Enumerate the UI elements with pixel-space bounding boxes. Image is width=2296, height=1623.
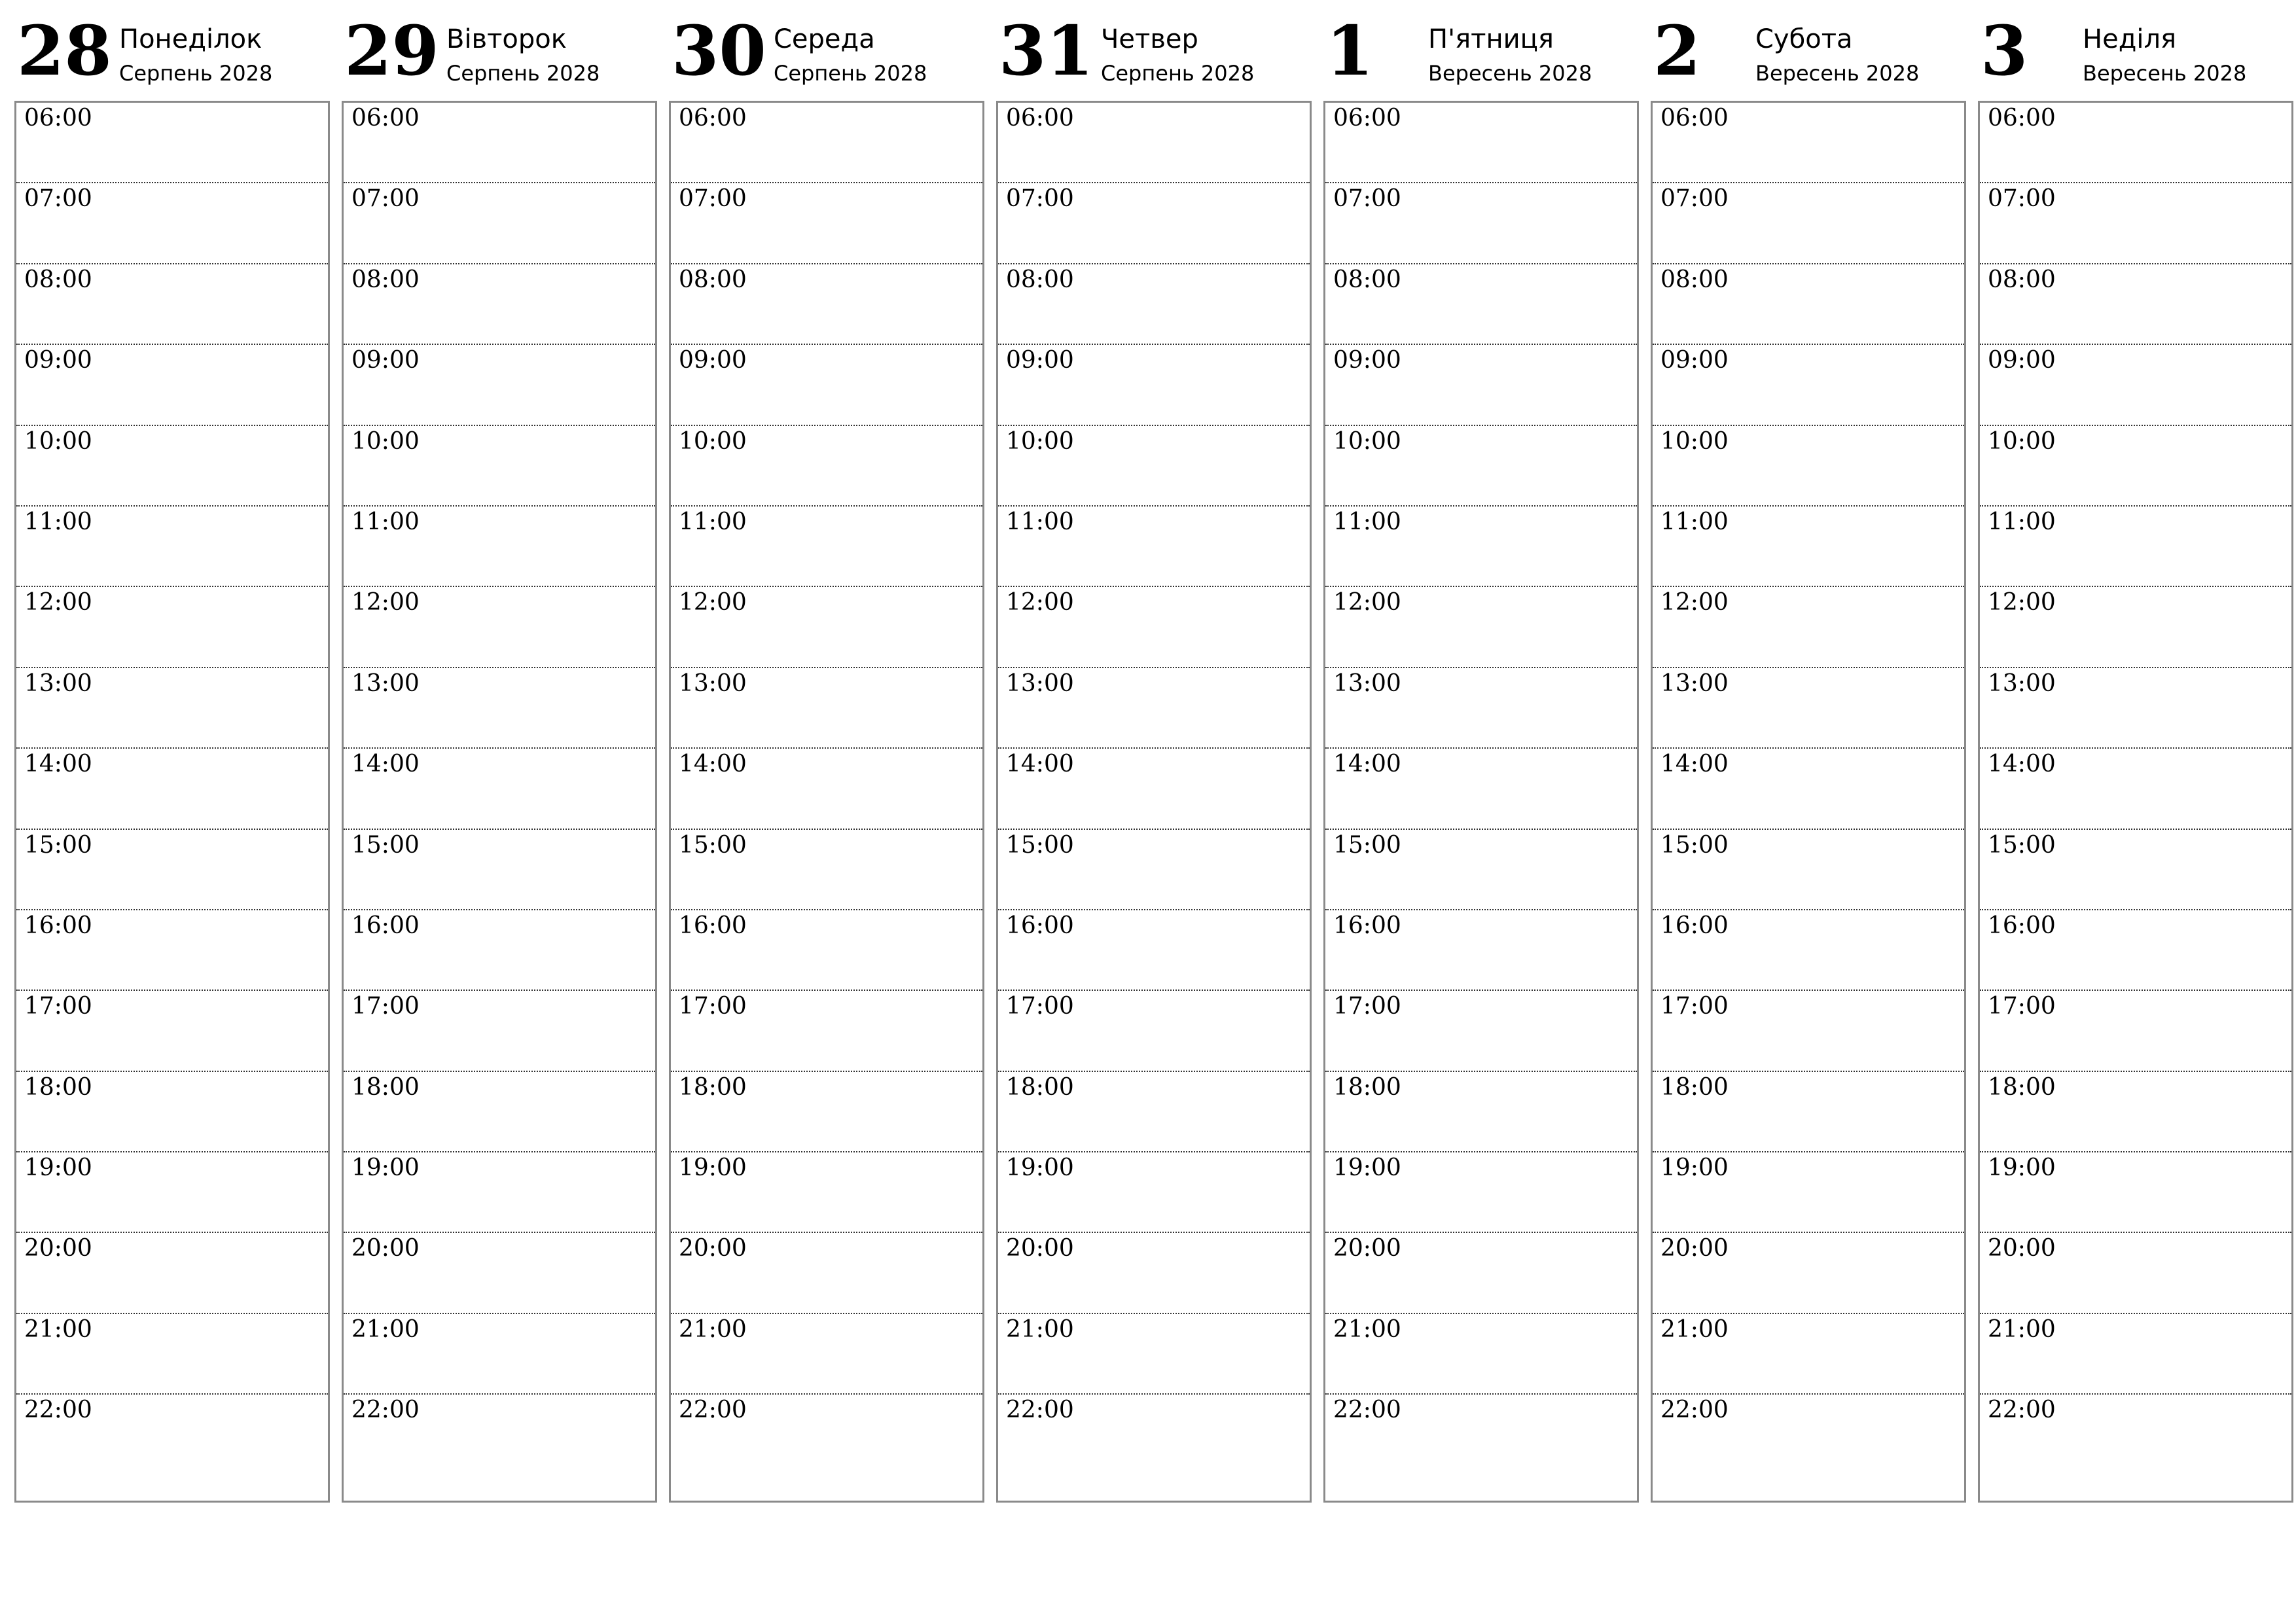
- hour-slot[interactable]: [998, 587, 1310, 668]
- hour-label: 14:00: [1660, 751, 1729, 778]
- hour-slot[interactable]: [344, 183, 655, 264]
- hour-slot[interactable]: [16, 183, 328, 264]
- day-number: 1: [1326, 10, 1374, 91]
- hour-label: 21:00: [1988, 1315, 2056, 1343]
- hour-label: 07:00: [1006, 185, 1074, 213]
- hour-slot[interactable]: [671, 264, 982, 345]
- hour-slot[interactable]: [1325, 668, 1637, 749]
- hour-label: 21:00: [1333, 1315, 1401, 1343]
- hour-slot[interactable]: [16, 668, 328, 749]
- hour-label: 11:00: [1660, 508, 1729, 535]
- hour-label: 08:00: [1006, 266, 1074, 293]
- hour-slot[interactable]: [1980, 910, 2291, 991]
- hour-slot[interactable]: [671, 1233, 982, 1313]
- hour-label: 14:00: [351, 751, 420, 778]
- hour-label: 06:00: [1988, 105, 2056, 132]
- hour-label: 21:00: [1006, 1315, 1074, 1343]
- weekday-name: Понеділок: [119, 24, 262, 54]
- day-header: [996, 0, 1310, 101]
- hour-label: 17:00: [351, 993, 420, 1020]
- day-schedule-box: [14, 101, 330, 1503]
- hour-label: 10:00: [1660, 427, 1729, 455]
- hour-slot[interactable]: [998, 1395, 1310, 1475]
- hour-label: 15:00: [1988, 831, 2056, 859]
- hour-label: 16:00: [1660, 912, 1729, 939]
- hour-label: 10:00: [1333, 427, 1401, 455]
- hour-slot[interactable]: [1980, 426, 2291, 507]
- hour-label: 09:00: [1660, 347, 1729, 374]
- hour-label: 06:00: [1333, 105, 1401, 132]
- hour-label: 22:00: [1660, 1397, 1729, 1424]
- hour-label: 15:00: [1333, 831, 1401, 859]
- hour-slot[interactable]: [1980, 587, 2291, 668]
- hour-label: 08:00: [1988, 266, 2056, 293]
- hour-slot[interactable]: [344, 345, 655, 425]
- month-year: Вересень 2028: [2083, 61, 2247, 86]
- hour-label: 16:00: [24, 912, 92, 939]
- day-column: [14, 0, 329, 1505]
- hour-slot[interactable]: [671, 507, 982, 587]
- hour-slot[interactable]: [671, 910, 982, 991]
- hour-label: 18:00: [1660, 1073, 1729, 1101]
- hour-label: 12:00: [679, 589, 747, 616]
- hour-slot[interactable]: [998, 507, 1310, 587]
- hour-label: 16:00: [1333, 912, 1401, 939]
- hour-slot[interactable]: [1980, 1152, 2291, 1233]
- hour-label: 19:00: [1006, 1154, 1074, 1182]
- day-number: 2: [1653, 10, 1701, 91]
- hour-label: 22:00: [351, 1397, 420, 1424]
- hour-label: 18:00: [1333, 1073, 1401, 1101]
- hour-slot[interactable]: [1653, 749, 1964, 829]
- hour-label: 09:00: [1988, 347, 2056, 374]
- hour-slot[interactable]: [1653, 1152, 1964, 1233]
- hour-slot[interactable]: [16, 345, 328, 425]
- hour-label: 13:00: [679, 669, 747, 697]
- hour-label: 07:00: [1988, 185, 2056, 213]
- weekday-name: П'ятниця: [1428, 24, 1554, 54]
- hour-slot[interactable]: [671, 1072, 982, 1152]
- hour-label: 08:00: [1660, 266, 1729, 293]
- hour-slot[interactable]: [671, 345, 982, 425]
- hour-slot[interactable]: [1325, 103, 1637, 183]
- hour-slot[interactable]: [1325, 1152, 1637, 1233]
- hour-label: 17:00: [1333, 993, 1401, 1020]
- hour-slot[interactable]: [1980, 991, 2291, 1071]
- hour-label: 17:00: [1006, 993, 1074, 1020]
- weekday-name: Неділя: [2083, 24, 2177, 54]
- hour-label: 09:00: [1006, 347, 1074, 374]
- hour-label: 22:00: [24, 1397, 92, 1424]
- hour-slot[interactable]: [671, 426, 982, 507]
- day-column: [996, 0, 1310, 1505]
- hour-slot[interactable]: [344, 1072, 655, 1152]
- day-header: [669, 0, 983, 101]
- hour-slot[interactable]: [1653, 507, 1964, 587]
- hour-label: 09:00: [351, 347, 420, 374]
- hour-label: 20:00: [1660, 1235, 1729, 1262]
- hour-slot[interactable]: [16, 1152, 328, 1233]
- hour-slot[interactable]: [1653, 830, 1964, 910]
- hour-slot[interactable]: [1980, 345, 2291, 425]
- hour-slot[interactable]: [671, 830, 982, 910]
- hour-label: 17:00: [679, 993, 747, 1020]
- hour-label: 19:00: [1333, 1154, 1401, 1182]
- day-number: 3: [1981, 10, 2028, 91]
- hour-slot[interactable]: [1325, 1233, 1637, 1313]
- hour-label: 07:00: [24, 185, 92, 213]
- hour-slot[interactable]: [998, 910, 1310, 991]
- hour-slot[interactable]: [1325, 1072, 1637, 1152]
- hour-slot[interactable]: [344, 103, 655, 183]
- hour-slot[interactable]: [344, 910, 655, 991]
- hour-slot[interactable]: [16, 830, 328, 910]
- hour-slot[interactable]: [1653, 264, 1964, 345]
- hour-label: 22:00: [1988, 1397, 2056, 1424]
- hour-label: 08:00: [351, 266, 420, 293]
- hour-label: 12:00: [1333, 589, 1401, 616]
- hour-slot[interactable]: [1325, 910, 1637, 991]
- hour-slot[interactable]: [1325, 991, 1637, 1071]
- day-column: [1651, 0, 1965, 1505]
- day-header: [342, 0, 656, 101]
- day-header: [14, 0, 329, 101]
- hour-slot[interactable]: [998, 103, 1310, 183]
- hour-slot[interactable]: [1980, 1314, 2291, 1395]
- hour-label: 12:00: [1988, 589, 2056, 616]
- hour-slot[interactable]: [1980, 830, 2291, 910]
- hour-label: 09:00: [679, 347, 747, 374]
- hour-label: 17:00: [1660, 993, 1729, 1020]
- hour-slot[interactable]: [16, 749, 328, 829]
- weekday-name: Вівторок: [446, 24, 567, 54]
- hour-label: 22:00: [1006, 1397, 1074, 1424]
- hour-slot[interactable]: [16, 1072, 328, 1152]
- day-column: [1323, 0, 1638, 1505]
- hour-slot[interactable]: [16, 991, 328, 1071]
- hour-slot[interactable]: [671, 1152, 982, 1233]
- hour-label: 14:00: [1006, 751, 1074, 778]
- day-header: [1651, 0, 1965, 101]
- hour-slot[interactable]: [998, 345, 1310, 425]
- hour-label: 19:00: [1660, 1154, 1729, 1182]
- hour-slot[interactable]: [1325, 1395, 1637, 1475]
- hour-label: 15:00: [1660, 831, 1729, 859]
- hour-slot[interactable]: [344, 426, 655, 507]
- hour-label: 17:00: [1988, 993, 2056, 1020]
- hour-slot[interactable]: [671, 587, 982, 668]
- hour-slot[interactable]: [1653, 1072, 1964, 1152]
- hour-label: 12:00: [1660, 589, 1729, 616]
- day-column: [1978, 0, 2292, 1505]
- hour-label: 16:00: [1988, 912, 2056, 939]
- hour-label: 13:00: [1333, 669, 1401, 697]
- hour-label: 16:00: [679, 912, 747, 939]
- hour-label: 10:00: [351, 427, 420, 455]
- hour-label: 19:00: [351, 1154, 420, 1182]
- day-column: [342, 0, 656, 1505]
- hour-slot[interactable]: [998, 668, 1310, 749]
- hour-slot[interactable]: [16, 910, 328, 991]
- hour-label: 06:00: [1006, 105, 1074, 132]
- month-year: Серпень 2028: [119, 61, 273, 86]
- hour-label: 06:00: [1660, 105, 1729, 132]
- hour-slot[interactable]: [1653, 910, 1964, 991]
- hour-label: 13:00: [1660, 669, 1729, 697]
- hour-label: 20:00: [24, 1235, 92, 1262]
- hour-label: 20:00: [679, 1235, 747, 1262]
- hour-label: 12:00: [24, 589, 92, 616]
- hour-label: 14:00: [1988, 751, 2056, 778]
- hour-slot[interactable]: [671, 183, 982, 264]
- hour-label: 13:00: [24, 669, 92, 697]
- hour-label: 20:00: [1333, 1235, 1401, 1262]
- hour-label: 15:00: [351, 831, 420, 859]
- hour-slot[interactable]: [671, 749, 982, 829]
- hour-slot[interactable]: [1325, 183, 1637, 264]
- month-year: Серпень 2028: [446, 61, 600, 86]
- hour-label: 10:00: [24, 427, 92, 455]
- hour-slot[interactable]: [1980, 264, 2291, 345]
- hour-label: 15:00: [679, 831, 747, 859]
- hour-label: 07:00: [1660, 185, 1729, 213]
- hour-slot[interactable]: [998, 1314, 1310, 1395]
- hour-label: 16:00: [1006, 912, 1074, 939]
- hour-label: 06:00: [351, 105, 420, 132]
- hour-slot[interactable]: [16, 426, 328, 507]
- hour-slot[interactable]: [16, 1395, 328, 1475]
- hour-label: 14:00: [679, 751, 747, 778]
- day-schedule-box: [1651, 101, 1966, 1503]
- hour-label: 10:00: [679, 427, 747, 455]
- hour-label: 19:00: [24, 1154, 92, 1182]
- month-year: Серпень 2028: [774, 61, 927, 86]
- hour-slot[interactable]: [998, 264, 1310, 345]
- day-column: [669, 0, 983, 1505]
- hour-label: 17:00: [24, 993, 92, 1020]
- hour-label: 21:00: [24, 1315, 92, 1343]
- hour-slot[interactable]: [1653, 183, 1964, 264]
- hour-slot[interactable]: [1653, 587, 1964, 668]
- hour-slot[interactable]: [998, 183, 1310, 264]
- hour-slot[interactable]: [16, 1233, 328, 1313]
- hour-label: 11:00: [1988, 508, 2056, 535]
- hour-label: 09:00: [1333, 347, 1401, 374]
- hour-label: 18:00: [1988, 1073, 2056, 1101]
- hour-slot[interactable]: [344, 507, 655, 587]
- hour-label: 16:00: [351, 912, 420, 939]
- hour-label: 20:00: [1988, 1235, 2056, 1262]
- weekday-name: Четвер: [1101, 24, 1198, 54]
- hour-slot[interactable]: [998, 830, 1310, 910]
- hour-slot[interactable]: [16, 264, 328, 345]
- hour-slot[interactable]: [344, 264, 655, 345]
- hour-slot[interactable]: [1980, 103, 2291, 183]
- hour-slot[interactable]: [671, 668, 982, 749]
- day-schedule-box: [1978, 101, 2293, 1503]
- hour-label: 19:00: [679, 1154, 747, 1182]
- hour-label: 11:00: [351, 508, 420, 535]
- hour-slot[interactable]: [1653, 668, 1964, 749]
- hour-slot[interactable]: [344, 1314, 655, 1395]
- hour-label: 14:00: [1333, 751, 1401, 778]
- hour-slot[interactable]: [998, 1152, 1310, 1233]
- hour-label: 13:00: [351, 669, 420, 697]
- hour-slot[interactable]: [344, 587, 655, 668]
- hour-label: 12:00: [1006, 589, 1074, 616]
- day-schedule-box: [1323, 101, 1639, 1503]
- hour-slot[interactable]: [16, 1314, 328, 1395]
- hour-label: 21:00: [679, 1315, 747, 1343]
- hour-label: 20:00: [351, 1235, 420, 1262]
- month-year: Вересень 2028: [1428, 61, 1592, 86]
- hour-label: 21:00: [351, 1315, 420, 1343]
- day-number: 28: [17, 10, 112, 91]
- hour-slot[interactable]: [1653, 1314, 1964, 1395]
- hour-slot[interactable]: [1653, 345, 1964, 425]
- hour-label: 15:00: [1006, 831, 1074, 859]
- hour-slot[interactable]: [344, 1152, 655, 1233]
- hour-slot[interactable]: [1980, 1395, 2291, 1475]
- hour-slot[interactable]: [344, 1233, 655, 1313]
- hour-slot[interactable]: [671, 103, 982, 183]
- day-number: 31: [999, 10, 1094, 91]
- hour-label: 18:00: [679, 1073, 747, 1101]
- month-year: Серпень 2028: [1101, 61, 1255, 86]
- weekday-name: Субота: [1755, 24, 1853, 54]
- hour-label: 10:00: [1006, 427, 1074, 455]
- day-number: 30: [672, 10, 766, 91]
- hour-slot[interactable]: [1980, 183, 2291, 264]
- day-header: [1978, 0, 2292, 101]
- weekday-name: Середа: [774, 24, 875, 54]
- hour-label: 09:00: [24, 347, 92, 374]
- hour-label: 07:00: [1333, 185, 1401, 213]
- hour-label: 13:00: [1006, 669, 1074, 697]
- hour-label: 11:00: [1333, 508, 1401, 535]
- hour-label: 07:00: [351, 185, 420, 213]
- hour-slot[interactable]: [1980, 749, 2291, 829]
- hour-slot[interactable]: [1325, 587, 1637, 668]
- hour-slot[interactable]: [998, 1233, 1310, 1313]
- hour-slot[interactable]: [1325, 426, 1637, 507]
- hour-slot[interactable]: [344, 830, 655, 910]
- hour-slot[interactable]: [1653, 1233, 1964, 1313]
- day-schedule-box: [342, 101, 657, 1503]
- hour-label: 11:00: [679, 508, 747, 535]
- hour-label: 22:00: [679, 1397, 747, 1424]
- hour-slot[interactable]: [1980, 1233, 2291, 1313]
- hour-slot[interactable]: [1980, 668, 2291, 749]
- hour-slot[interactable]: [16, 103, 328, 183]
- hour-slot[interactable]: [1653, 426, 1964, 507]
- hour-label: 06:00: [679, 105, 747, 132]
- hour-label: 08:00: [679, 266, 747, 293]
- hour-slot[interactable]: [1325, 749, 1637, 829]
- hour-label: 07:00: [679, 185, 747, 213]
- weekly-planner: [14, 0, 2291, 1505]
- hour-slot[interactable]: [16, 587, 328, 668]
- hour-slot[interactable]: [998, 1072, 1310, 1152]
- day-number: 29: [344, 10, 439, 91]
- hour-label: 18:00: [351, 1073, 420, 1101]
- hour-label: 20:00: [1006, 1235, 1074, 1262]
- hour-slot[interactable]: [998, 749, 1310, 829]
- hour-slot[interactable]: [1325, 1314, 1637, 1395]
- day-header: [1323, 0, 1638, 101]
- hour-label: 06:00: [24, 105, 92, 132]
- hour-slot[interactable]: [1325, 507, 1637, 587]
- hour-slot[interactable]: [1653, 103, 1964, 183]
- hour-label: 14:00: [24, 751, 92, 778]
- hour-label: 08:00: [1333, 266, 1401, 293]
- day-schedule-box: [669, 101, 984, 1503]
- hour-slot[interactable]: [1325, 345, 1637, 425]
- hour-slot[interactable]: [1980, 507, 2291, 587]
- hour-label: 08:00: [24, 266, 92, 293]
- day-schedule-box: [996, 101, 1312, 1503]
- hour-slot[interactable]: [671, 1395, 982, 1475]
- hour-slot[interactable]: [998, 991, 1310, 1071]
- hour-label: 10:00: [1988, 427, 2056, 455]
- hour-slot[interactable]: [671, 1314, 982, 1395]
- hour-slot[interactable]: [344, 991, 655, 1071]
- hour-label: 12:00: [351, 589, 420, 616]
- hour-label: 18:00: [1006, 1073, 1074, 1101]
- hour-label: 18:00: [24, 1073, 92, 1101]
- month-year: Вересень 2028: [1755, 61, 1920, 86]
- hour-label: 11:00: [24, 508, 92, 535]
- hour-slot[interactable]: [671, 991, 982, 1071]
- hour-label: 15:00: [24, 831, 92, 859]
- hour-slot[interactable]: [344, 1395, 655, 1475]
- hour-slot[interactable]: [1653, 991, 1964, 1071]
- hour-slot[interactable]: [1325, 264, 1637, 345]
- hour-label: 19:00: [1988, 1154, 2056, 1182]
- hour-slot[interactable]: [1325, 830, 1637, 910]
- hour-slot[interactable]: [1653, 1395, 1964, 1475]
- hour-slot[interactable]: [1980, 1072, 2291, 1152]
- hour-label: 21:00: [1660, 1315, 1729, 1343]
- hour-label: 13:00: [1988, 669, 2056, 697]
- hour-slot[interactable]: [16, 507, 328, 587]
- hour-label: 22:00: [1333, 1397, 1401, 1424]
- hour-slot[interactable]: [998, 426, 1310, 507]
- hour-slot[interactable]: [344, 668, 655, 749]
- hour-label: 11:00: [1006, 508, 1074, 535]
- hour-slot[interactable]: [344, 749, 655, 829]
